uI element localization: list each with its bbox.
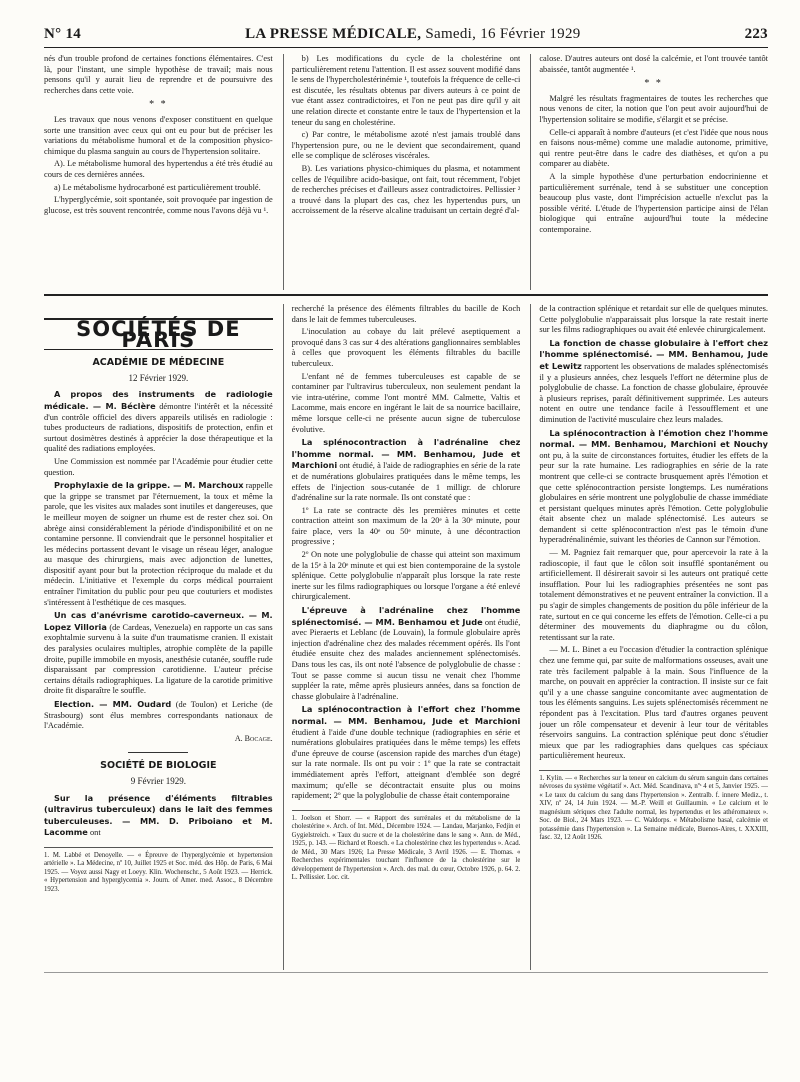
paragraph: c) Par contre, le métabolisme azoté n'est jamais troublé dans l'hypertension pure, ou ne le devient que secondairement, quand elle se complique de scléroses viscérales.: [291, 130, 521, 161]
footnote: 1. M. Labbé et Denoyelle. — « Épreuve de l'hyperglycémie et hypertension artérielle ». La Médecine, nº 10, Juillet 1925 et Soc. méd. des Hôp. de Paris, 6 Mai 1925. — Voyez aussi Nagy et Loeyy. Klin. Wochenschr., 5 Août 1923. — Herrick. « Hypertension and hyperglycemia ». Journ. of Amer. med. Assoc., 8 Décembre 1923.: [44, 851, 273, 893]
item-heading: La splénocontraction à l'effort chez l'homme normal. — MM. Benhamou, Jude et Marchioni: [291, 704, 521, 726]
lower-column-2: [283, 304, 521, 970]
paragraph: b) Les modifications du cycle de la cholestérine ont particulièrement retenu l'attention. Il est assez souvent modifié dans le sens de l'hypercholestérinémie ¹, toutefois la fréquence de celle-ci est discutée, les résultats obtenus par divers auteurs à ce point de vue étant assez contradictoires, et l'on ne peut pas dire qu'il y ait une relation directe et constante entre le taux de l'hypertension et la teneur du sang en cholestérine.: [291, 54, 521, 127]
item-heading: La fonction de chasse globulaire à l'effort chez l'homme splénectomisé. — MM. Benhamou, Jude et Lewitz: [539, 337, 769, 371]
item-heading: La splénocontraction à l'adrénaline chez l'homme normal. — MM. Benhamou, Jude et Marchioni: [291, 437, 521, 471]
paragraph: L'enfant né de femmes tuberculeuses est capable de se contaminer par l'ultravirus tuberculeux, non seulement pendant la vie intra-utérine, comme l'ont montré MM. Calmette, Valtis et Lacomme, mais encore en ingérant le lait de sa nourrice bacillaire, même lorsque celle-ci ne présente aucun signe de tuberculose évolutive.: [291, 371, 521, 434]
item-text: ont étudié, avec Pieraerts et Leblanc (de Louvain), la formule globulaire après injection d'adrénaline chez des malades récemment opérés. Ils l'ont étudiée ensuite chez des malades anciennement splénectomisés. Dans tous les cas, ils ont noté l'absence de polyglobulie de chasse : Tout se passe comme si aucun tissu ne venait chez l'homme suppléer la rate, même après plusieurs années, dans sa fonction de chasse globulaire à l'adrénaline.: [291, 617, 521, 701]
footnote: 1. Kylin. — « Recherches sur la teneur en calcium du sérum sanguin dans certaines névroses du système végétatif ». Act. Méd. Scandinava, nºˢ 4 et 5, Janvier 1925. — « Le taux du calcium du sang dans l'hypertension ». Zentralb. f. innere Mediz., t. XIV, nº 24, 14 Juin 1924. — M.-P. Weill et Guillaumin. « Le calcium et le magnésium sériques chez l'adulte normal, les hypertendus et les athéromateux ». Soc. de Biol., 24 Mars 1923. — C. Waldorps. « Métabolisme basal, calcémie et potassémie dans l'hypertension ». La Semaine médicale, Buenos-Aires, t. XXXIII, fasc. 32, 12 Août 1926.: [539, 774, 769, 842]
asterism: * *: [149, 99, 168, 111]
footnotes: [292, 810, 521, 883]
paragraph: Celle-ci apparaît à nombre d'auteurs (et c'est l'idée que nous nous en faisons nous-même) comme une maladie autonome, primitive, qui rentre peut-être dans le cadre des diathèses, et qu'on a pu comparer au diabète.: [539, 127, 769, 169]
item-text: ont pu, à la suite de circonstances fortuites, étudier les effets de la peur sur la rate humaine. Les radiographies en série de la rate montrent que celle-ci se contracte brusquement après l'émotion et que cette splénocontraction persiste longtemps. Les numérations globulaires en série montrent une polyglobulie de chasse immédiate et persistant quelques minutes après l'émotion. Cette polyglobulie était absente chez un malade splénectomisé. Les auteurs se demandent si cette splénocontraction n'est pas le témoin d'une hyperadrénalinémie, suivant les théories de Cannon sur l'émotion.: [539, 450, 769, 545]
separator: [128, 752, 188, 753]
item-heading: Un cas d'anévrisme carotido-caverneux. — M. Lopez Villoria: [44, 610, 273, 632]
page-number: 223: [744, 26, 768, 42]
item-text: (de Toulon) et Leriche (de Strasbourg) sont élus membres correspondants nationaux de l'Académie.: [44, 700, 273, 731]
paragraph: Malgré les résultats fragmentaires de toutes les recherches que nous venons de citer, la notion que l'on peut avoir aujourd'hui de l'hypertension solitaire se modifie, s'élargit et se précise.: [539, 93, 769, 124]
biology-date: 9 Février 1929.: [130, 775, 186, 786]
paragraph: 1º La rate se contracte dès les premières minutes et cette contraction atteint son maximum de la 20ᵉ à la 30ᵉ minute, pour faire place, vers la 40ᵉ ou 50ᵉ minute, à une décontraction progressive ;: [291, 505, 521, 547]
item-text: ont: [89, 828, 101, 838]
asterism: * *: [644, 78, 663, 90]
top-column-2: [283, 54, 521, 290]
item-text: ont étudié, à l'aide de radiographies en série de la rate et de numérations globulaires pratiquées dans le même temps, les effets de l'injection sous-cutanée de 1 milligr. de chlorure d'adrénaline sur la rate normale. Ils ont constaté que :: [291, 461, 521, 503]
top-column-3: [530, 54, 768, 290]
item-heading: Prophylaxie de la grippe. — M. Marchoux: [54, 480, 244, 491]
paragraph: de la contraction splénique et retardait sur elle de quelques minutes. Cette polyglobulie n'apparaissait plus lorsque la rate restait inerte sur les films radiographiques ou avait été enlevée chirurgicalement.: [539, 304, 769, 335]
paragraph: recherché la présence des éléments filtrables du bacille de Koch dans le lait de femmes tuberculeuses.: [291, 304, 521, 324]
item-text: démontre l'intérêt et la nécessité d'un contrôle officiel des divers appareils utilisés en radiologie : tubes producteurs de radiations, dispositifs de protection, enfin et surtout dosimètres destinés à apprécier la dose thérapeutique et la qualité des radiations employées.: [44, 401, 273, 454]
paragraph: A la simple hypothèse d'une perturbation endocrinienne et particulièrement surrénale, tend à se substituer une conception beaucoup plus vaste, dont l'imprécision actuelle n'exclut pas la possible vérité. L'étude de l'hypertension participe ainsi de l'élan biologique qui entraîne aujourd'hui toute la médecine contemporaine.: [539, 171, 769, 234]
footnotes: [539, 770, 768, 843]
item-heading: Sur la présence d'éléments filtrables (ultravirus tuberculeux) dans le lait des femmes tuberculeuses. — MM. D. Priboiano et M. Lacomme: [44, 792, 273, 838]
item-heading: La splénocontraction à l'émotion chez l'homme normal. — MM. Benhamou, Marchioni et Nouchy: [539, 427, 769, 450]
top-column-1: [44, 54, 273, 290]
societies-section: [44, 304, 768, 970]
article-continuation: [44, 54, 768, 290]
paragraph: Les travaux que nous venons d'exposer constituent en quelque sorte une transition avec ceux qui ont eu pour but de préciser les variations du métabolisme humoral et de la composition physico-chimique du plasma sanguin au cours de l'hypertension solitaire.: [44, 114, 273, 156]
lower-column-3: [530, 304, 768, 970]
paragraph: A). Le métabolisme humoral des hypertendus a été très étudié au cours de ces dernières années.: [44, 159, 273, 179]
academy-date: 12 Février 1929.: [128, 372, 189, 383]
bottom-rule: [44, 972, 768, 973]
item-text: rapportent les observations de malades splénectomisés il y a plusieurs années, chez lesquels l'effort ne détermine plus de polyglobulie de chasse. La fonction de chasse globulaire, éprouvée à plusieurs reprises, paraît définitivement supprimée. Les auteurs notent en outre une tendance facile à l'essoufflement et une diminution de l'activité musculaire chez leurs malades.: [539, 361, 769, 424]
paragraph: Une Commission est nommée par l'Académie pour étudier cette question.: [44, 456, 273, 477]
issue-date: Samedi, 16 Février 1929: [425, 26, 581, 42]
paragraph: nés d'un trouble profond de certaines fonctions élémentaires. C'est là, pour l'instant, une simple hypothèse de travail; mais nous pensons qu'il y aurait lieu de reprendre et de poursuivre des recherches dans cette voie.: [44, 54, 273, 95]
biology-heading: SOCIÉTÉ DE BIOLOGIE: [100, 760, 217, 772]
header-rule: [44, 47, 768, 48]
issue-number: N° 14: [44, 26, 82, 42]
paragraph: L'hyperglycémie, soit spontanée, soit provoquée par ingestion de glucose, est très souvent rencontrée, comme nous l'avons déjà vu ¹.: [44, 195, 273, 215]
signature: A. Bocage.: [234, 733, 273, 743]
item-text: rappelle que la grippe se transmet par l'éternuement, la toux et même la parole, que les visites aux malades sont inutiles et dangereuses, que le meilleur moyen de soigner un rhume est de rester chez soi. On abrège ainsi considérablement la période d'indisponibilité et on ne contamine personne. Il conviendrait que le personnel hospitalier et les médecins portassent devant le visage un réseau léger, analogue au masque des chirurgiens, mais avec adjonction de lunettes, dispositif ayant pour but la protection réciproque du malade et du médecin. L'initiative et l'exemple du corps médical pourraient entraîner l'imitation du public pour peu que couturiers et modistes s'intéressent à l'esthétique de ces masques.: [44, 481, 273, 607]
section-title: SOCIÉTÉS DE PARIS: [44, 318, 273, 350]
paragraph: — M. Pagniez fait remarquer que, pour apercevoir la rate à la radioscopie, il faut que le côlon soit insufflé spontanément ou artificiellement. Il désirerait savoir si les auteurs ont pratiqué cette insufflation. Pour lui les radiographies présentées ne sont pas totalement démonstratives et ne peuvent entraîner la conviction. Il a pu s'agir de simples changements de position du pôle inférieur de la rate, surtout en ce qui concerne les effets de l'émotion. Celle-ci a pu déterminer des mouvements du diaphragme ou du côlon, retentissant sur la rate.: [539, 548, 769, 642]
journal-title: LA PRESSE MÉDICALE, Samedi, 16 Février 1929: [245, 26, 581, 42]
footnotes: [44, 847, 273, 895]
item-heading: L'épreuve à l'adrénaline chez l'homme splénectomisé. — MM. Benhamou et Jude: [291, 605, 521, 627]
page-header: [44, 26, 768, 43]
paragraph: calose. D'autres auteurs ont dosé la calcémie, et l'ont trouvée tantôt abaissée, tantôt augmentée ¹.: [539, 54, 769, 74]
footnote: 1. Joelson et Shorr. — « Rapport des surrénales et du métabolisme de la cholestérine ». Arch. of Int. Méd., Décembre 1924. — Landau, Marjanko, Fedjin et Gygielstreich. « Taux du sucre et de la cholestérine dans le sang ». Ann. de Méd., 1925, p. 143. — Richard et Roesch. « La cholestérine chez les hypertendus ». Acad. de Méd., 30 Mars 1926; La Presse Médicale, 3 Avril 1926. — E. Thomas. « Recherches expérimentales touchant l'influence de la cholestérine sur le développement de l'hypertension ». Arch. des mal. du cœur, Octobre 1926, p. 64. 2. L. Pellissier. Loc. cit.: [291, 814, 521, 882]
paragraph: 2º On note une polyglobulie de chasse qui atteint son maximum de la 15ᵉ à la 20ᵉ minute et qui est bien contemporaine de la systole splénique. Cette polyglobulie n'apparaît plus lorsque la rate reste inerte sur les films radiographiques ou lorsque l'organe a été enlevé chirurgicalement.: [291, 550, 521, 602]
newspaper-page: [44, 26, 768, 973]
lower-column-1: [44, 304, 273, 970]
paragraph: — M. L. Binet a eu l'occasion d'étudier la contraction splénique chez une femme qui, par suite de malformations osseuses, avait une rate très facilement palpable à la main. Sous l'influence de la marche, on pouvait en apprécier la contraction. Il insiste sur ce fait qu'il y a une chasse sanguine concomitante avec augmentation de tous les éléments sanguins. Les sujets splénectomisés récemment ne répondent pas à l'excitation. Plus tard d'autres organes peuvent jouer un rôle compensateur et devenir à leur tour de véritables réservoirs sanguins. La contraction splénique peut donc s'étudier mieux que par les radiographies dans quelques cas spéciaux particulièrement heureux.: [539, 645, 769, 761]
paragraph: B). Les variations physico-chimiques du plasma, et notamment celles de l'équilibre acido-basique, ont fait, tout récemment, l'objet de recherches précises et d'ailleurs assez contradictoires. Pellissier ² a trouvé dans la plupart des cas, chez les hypertendus purs, un accroissement de la réserve alcaline traduisant un certain degré d'al-: [291, 163, 521, 216]
item-text: (de Cardeas, Venezuela) en rapporte un cas sans exophtalmie survenu à la suite d'un traumatisme cranien. Il existait des paralysies oculaires multiples, atrophie complète de la papille droite, pupille immobile en myosis, anesthésie cutanée, souffle rude disparaissant par compression carotidienne. L'auteur précise certains détails radiographiques. La ligature de la carotide primitive droite fit disparaître le souffle.: [44, 622, 273, 696]
section-rule: [44, 294, 768, 296]
paragraph: a) Le métabolisme hydrocarboné est particulièrement troublé.: [54, 182, 261, 192]
academy-heading: ACADÉMIE DE MÉDECINE: [92, 357, 225, 369]
paragraph: L'inoculation au cobaye du lait prélevé aseptiquement a provoqué dans 3 cas sur 4 des altérations ganglionnaires semblables à celles que provoquent les éléments filtrables du bacille tuberculeux.: [291, 327, 521, 368]
item-heading: Election. — MM. Oudard: [54, 699, 172, 709]
item-text: étudient à l'aide d'une double technique (radiographies en série et numérations globulaires pratiquées dans le même temps) les effets d'une épreuve de course (ascension rapide des marches d'un étage) sur la rate normale. Ils ont pu voir : 1º que la rate se contractait immédiatement après l'effort, atteignant d'emblée son degré maximum; qu'elle se décontractait ensuite plus ou moins rapidement; 2º que la polyglobulie de chasse était contemporaine: [291, 727, 521, 801]
item-heading: A propos des instruments de radiologie médicale. — M. Béclère: [44, 389, 273, 411]
